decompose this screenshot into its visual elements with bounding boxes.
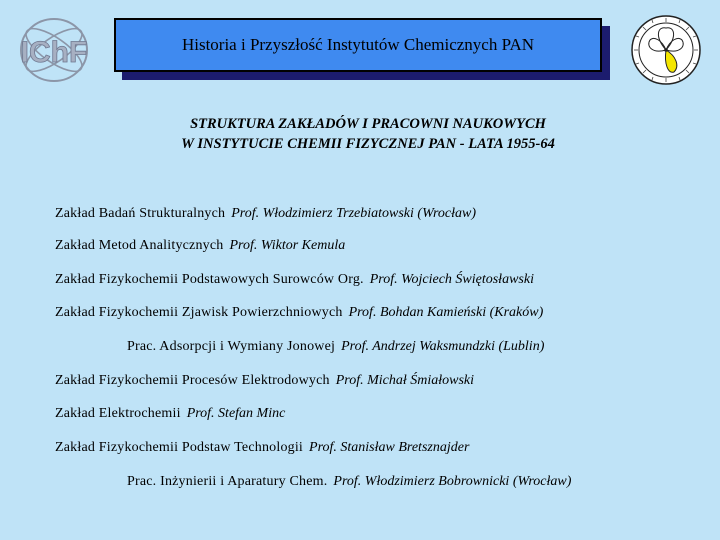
department-head: Prof. Bohdan Kamieński (Kraków) xyxy=(348,305,544,320)
department-name: Zakład Badań Strukturalnych xyxy=(55,206,226,221)
department-head: Prof. Stanisław Bretsznajder xyxy=(309,440,470,455)
department-name: Zakład Elektrochemii xyxy=(55,406,181,421)
section-heading-line-2: W INSTYTUCIE CHEMII FIZYCZNEJ PAN - LATA 1955-64 xyxy=(181,136,555,152)
pan-emblem xyxy=(630,14,702,86)
department-name: Zakład Fizykochemii Podstawowych Surowców Org. xyxy=(55,272,364,287)
section-heading xyxy=(0,114,720,154)
department-name: Zakład Fizykochemii Zjawisk Powierzchniowych xyxy=(55,305,343,320)
department-head: Prof. Michał Śmiałowski xyxy=(335,373,475,388)
department-name: Zakład Metod Analitycznych xyxy=(55,238,224,253)
list-item xyxy=(55,372,474,390)
list-item xyxy=(55,237,345,255)
department-name: Zakład Fizykochemii Podstaw Technologii xyxy=(55,440,304,455)
department-head: Prof. Stefan Minc xyxy=(186,406,286,421)
department-head: Prof. Wojciech Świętosławski xyxy=(369,272,534,287)
title-box xyxy=(114,18,602,72)
lab-head: Prof. Andrzej Waksmundzki (Lublin) xyxy=(341,339,545,354)
section-heading-line-1: STRUKTURA ZAKŁADÓW I PRACOWNI NAUKOWYCH xyxy=(190,116,546,132)
list-item xyxy=(55,205,476,223)
list-item xyxy=(55,439,469,457)
list-item xyxy=(127,473,571,491)
list-item xyxy=(55,304,543,322)
lab-name: Prac. Inżynierii i Aparatury Chem. xyxy=(127,474,328,489)
ichf-logo xyxy=(18,14,90,86)
department-head: Prof. Wiktor Kemula xyxy=(229,238,346,253)
list-item xyxy=(55,405,285,423)
lab-head: Prof. Włodzimierz Bobrownicki (Wrocław) xyxy=(333,474,572,489)
pan-circular-emblem-icon xyxy=(630,14,702,86)
list-item xyxy=(55,271,534,289)
page-title: Historia i Przyszłość Instytutów Chemicznych PAN xyxy=(181,35,535,54)
ichf-logo-text: IChF xyxy=(20,36,88,69)
department-name: Zakład Fizykochemii Procesów Elektrodowych xyxy=(55,373,330,388)
ichf-logo-icon xyxy=(18,14,90,86)
list-item xyxy=(127,338,544,356)
lab-name: Prac. Adsorpcji i Wymiany Jonowej xyxy=(127,339,336,354)
department-head: Prof. Włodzimierz Trzebiatowski (Wrocław) xyxy=(231,206,476,221)
